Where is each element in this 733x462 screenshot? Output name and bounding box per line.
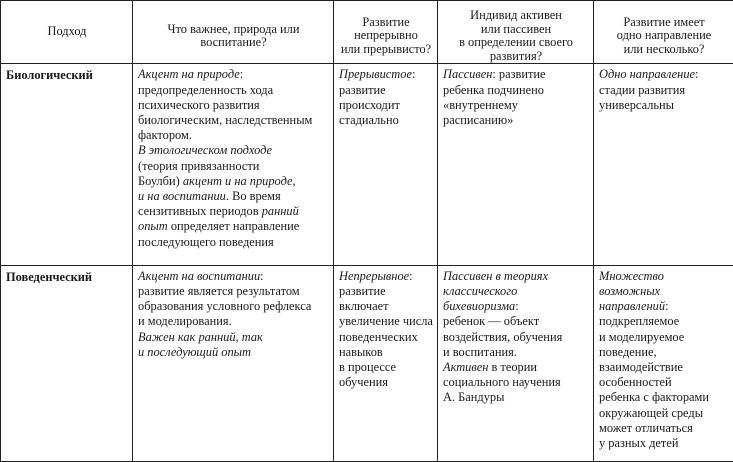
cell-line xyxy=(599,375,729,390)
text: окружающей среды xyxy=(599,405,704,420)
italic-text: Пассивен xyxy=(443,67,493,82)
table-row-behavioral xyxy=(1,265,733,461)
header-line: или пассивен xyxy=(480,21,552,36)
header-line: воспитание? xyxy=(200,35,267,50)
cell-line xyxy=(339,299,433,314)
header-direction xyxy=(594,1,733,64)
text: особенностей xyxy=(599,375,672,390)
header-line: Подход xyxy=(47,24,87,39)
text: поведенческих xyxy=(339,329,418,344)
cell-line xyxy=(599,330,729,345)
cell-line xyxy=(443,83,589,98)
cell-line xyxy=(599,314,729,329)
header-approach xyxy=(1,1,133,64)
italic-text: Акцент на природе xyxy=(138,67,240,82)
text: : xyxy=(260,268,264,283)
text: определяет направление xyxy=(167,219,300,234)
italic-text: и последующий опыт xyxy=(138,344,251,359)
text: ребенок — объект xyxy=(443,314,540,329)
text: : xyxy=(411,67,416,82)
cell-line xyxy=(443,67,589,82)
text: может отличаться xyxy=(599,420,693,435)
cell-line xyxy=(138,67,329,82)
text: предопределенность хода xyxy=(138,82,274,97)
header-line: Что важнее, природа или xyxy=(167,21,300,36)
cell-line xyxy=(339,83,433,98)
cell-line xyxy=(599,67,729,82)
cell-line xyxy=(138,83,329,98)
cell-line xyxy=(339,314,433,329)
cell-line xyxy=(138,159,329,174)
text: : xyxy=(409,268,413,283)
italic-text: В этологическом подходе xyxy=(138,143,273,158)
text: включает xyxy=(339,299,389,314)
cell-line xyxy=(599,284,729,299)
header-line: развития? xyxy=(489,48,543,63)
header-line: в определении своего xyxy=(459,35,573,50)
cell-line xyxy=(138,330,329,345)
text: психического развития xyxy=(138,97,260,112)
cell-line xyxy=(138,174,329,189)
header-line: или несколько? xyxy=(623,41,705,56)
header-continuity xyxy=(334,1,438,64)
text: : развитие xyxy=(492,67,546,82)
cell-line xyxy=(138,314,329,329)
italic-text: классического xyxy=(443,283,518,298)
text: образования условного рефлекса xyxy=(138,299,312,314)
text: стадии развития xyxy=(599,82,686,97)
cell-line xyxy=(339,284,433,299)
cell-line xyxy=(599,345,729,360)
cell-nature-vs-nurture xyxy=(133,64,334,265)
text: (теория привязанности xyxy=(138,158,260,173)
italic-text: направлений xyxy=(599,299,666,314)
text: подкрепляемое xyxy=(599,314,680,329)
text: ребенка с факторами xyxy=(599,390,709,405)
italic-text: и на воспитании xyxy=(138,189,226,203)
italic-text: Активен xyxy=(443,359,489,374)
text: последующего поведения xyxy=(138,234,274,249)
cell-line xyxy=(599,406,729,421)
text: Боулби) xyxy=(138,173,183,188)
cell-line xyxy=(599,421,729,436)
text: А. Бандуры xyxy=(443,390,505,405)
header-activity xyxy=(438,1,594,64)
cell-line xyxy=(599,360,729,375)
cell-nature-vs-nurture xyxy=(133,265,334,461)
cell-line xyxy=(339,345,433,360)
text: происходит xyxy=(339,97,400,112)
cell-line xyxy=(599,98,729,113)
header-nature-vs-nurture xyxy=(133,1,334,64)
text: : xyxy=(515,299,519,314)
cell-line xyxy=(339,269,433,284)
text: ребенка подчинено xyxy=(443,82,544,97)
text: социального научения xyxy=(443,375,561,390)
text: расписанию» xyxy=(443,112,514,127)
cell-line xyxy=(599,83,729,98)
cell-activity xyxy=(438,265,594,461)
text: в процессе xyxy=(339,359,397,374)
text: биологическим, наследственным xyxy=(138,112,313,127)
text: и моделируемое xyxy=(599,329,685,344)
cell-line xyxy=(339,375,433,390)
text: : xyxy=(239,67,244,82)
italic-text: Прерывистое xyxy=(339,67,412,82)
cell-line xyxy=(443,390,589,405)
header-line: непрерывно xyxy=(354,28,418,43)
text: воздействия, обучения xyxy=(443,329,563,344)
row-label: Биологический xyxy=(1,64,133,265)
cell-continuity xyxy=(334,64,438,265)
italic-text: Акцент на воспитании xyxy=(138,268,261,283)
text: увеличение числа xyxy=(339,314,433,329)
header-line: Развитие xyxy=(362,14,410,29)
cell-line xyxy=(138,189,329,204)
italic-text: Множество xyxy=(599,268,664,283)
cell-line xyxy=(443,375,589,390)
text: универсальны xyxy=(599,97,674,112)
text: . Во время xyxy=(225,189,281,203)
cell-line xyxy=(339,330,433,345)
cell-line xyxy=(443,113,589,128)
cell-line xyxy=(599,390,729,405)
cell-line xyxy=(138,284,329,299)
text: в теории xyxy=(488,359,537,374)
cell-line xyxy=(138,219,329,234)
header-line: одно направление xyxy=(616,28,712,43)
header-line: Развитие имеет xyxy=(623,14,705,29)
cell-line xyxy=(339,67,433,82)
cell-direction xyxy=(594,64,733,265)
cell-line xyxy=(339,360,433,375)
row-label: Поведенческий xyxy=(1,265,133,461)
text: навыков xyxy=(339,344,383,359)
italic-text: Одно направление xyxy=(599,67,696,82)
text: поведение, xyxy=(599,344,657,359)
italic-text: опыт xyxy=(138,219,168,234)
cell-line xyxy=(138,204,329,219)
text: сензитивных периодов xyxy=(138,204,262,219)
cell-line xyxy=(443,269,589,284)
italic-text: ранний xyxy=(261,204,299,219)
cell-line xyxy=(138,143,329,158)
text: у разных детей xyxy=(599,435,679,450)
cell-line xyxy=(339,113,433,128)
cell-line xyxy=(138,345,329,360)
cell-line xyxy=(443,98,589,113)
header-row xyxy=(1,1,733,64)
cell-line xyxy=(339,98,433,113)
cell-line xyxy=(599,436,729,451)
header-line: Индивид активен xyxy=(470,8,562,22)
cell-line xyxy=(138,299,329,314)
cell-line xyxy=(443,330,589,345)
text: развитие xyxy=(339,283,386,298)
text: : xyxy=(695,67,699,82)
cell-activity xyxy=(438,64,594,265)
cell-line xyxy=(138,113,329,128)
cell-line xyxy=(138,269,329,284)
text: взаимодействие xyxy=(599,359,683,374)
text: развитие xyxy=(339,82,386,97)
text: и моделирования. xyxy=(138,314,232,329)
text: и воспитания. xyxy=(443,344,517,359)
italic-text: Пассивен в теориях xyxy=(443,268,549,283)
text: стадиально xyxy=(339,112,399,127)
italic-text: Непрерывное xyxy=(339,268,410,283)
text: фактором. xyxy=(138,128,192,143)
cell-line xyxy=(138,98,329,113)
italic-text: Важен как ранний, так xyxy=(138,329,263,344)
cell-line xyxy=(599,269,729,284)
text: : xyxy=(665,299,669,314)
cell-line xyxy=(443,360,589,375)
text: «внутреннему xyxy=(443,97,518,112)
italic-text: возможных xyxy=(599,283,661,298)
cell-line xyxy=(443,345,589,360)
italic-text: акцент и на природе, xyxy=(182,173,296,188)
table-row-biological xyxy=(1,64,733,265)
cell-line xyxy=(443,284,589,299)
header-line: или прерывисто? xyxy=(340,41,432,56)
cell-line xyxy=(599,299,729,314)
text: обучения xyxy=(339,375,388,390)
text: развитие является результатом xyxy=(138,283,300,298)
cell-line xyxy=(138,235,329,250)
italic-text: бихевиоризма xyxy=(443,299,516,314)
cell-line xyxy=(443,314,589,329)
cell-line xyxy=(138,128,329,143)
cell-direction xyxy=(594,265,733,461)
cell-line xyxy=(443,299,589,314)
cell-continuity xyxy=(334,265,438,461)
